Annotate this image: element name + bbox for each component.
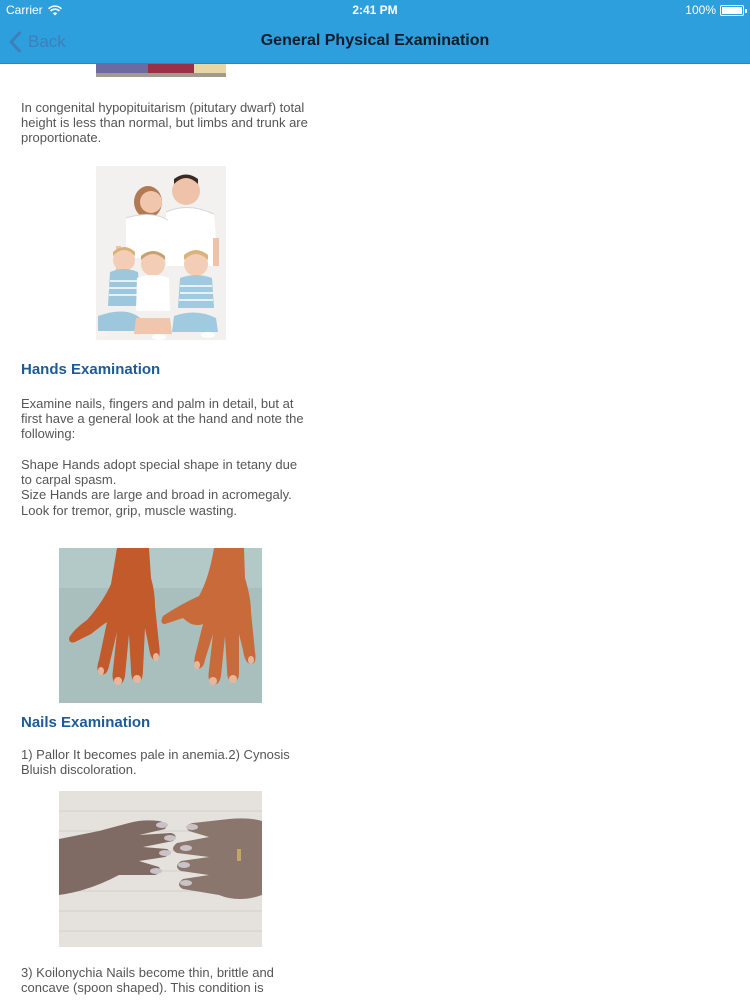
navigation-bar — [0, 20, 750, 64]
back-label: Back — [28, 32, 66, 51]
nails-photo — [59, 791, 262, 947]
paragraph-hands-intro: Examine nails, fingers and palm in detail, but at first have a general look at the hand and note the following: — [21, 396, 304, 442]
heading-hands-examination: Hands Examination — [21, 361, 161, 378]
heading-nails-examination: Nails Examination — [21, 714, 151, 731]
family-photo — [96, 166, 226, 340]
page-title: General Physical Examination — [260, 32, 490, 49]
battery-percent: 100% — [685, 3, 716, 17]
paragraph-dwarfism: In congenital hypopituitarism (pitutary dwarf) total height is less than normal, but limbs and trunk are proportionate. — [21, 100, 308, 146]
status-bar — [0, 0, 750, 20]
battery-group — [685, 3, 744, 17]
clock: 2:41 PM — [352, 3, 398, 17]
hands-photo — [59, 548, 262, 703]
paragraph-koilonychia: 3) Koilonychia Nails become thin, brittle and concave (spoon shaped). This condition is — [21, 965, 274, 996]
battery-icon — [720, 5, 744, 16]
paragraph-hands-observations: Shape Hands adopt special shape in tetany due to carpal spasm. Size Hands are large and broad in acromegaly. Look for tremor, grip, muscle wasting. — [21, 457, 298, 518]
cropped-top-image — [96, 64, 226, 77]
paragraph-nails-pallor-cyanosis: 1) Pallor It becomes pale in anemia.2) Cynosis Bluish discoloration. — [21, 747, 290, 778]
carrier-label: Carrier — [6, 3, 43, 17]
article-content[interactable] — [0, 64, 750, 1000]
